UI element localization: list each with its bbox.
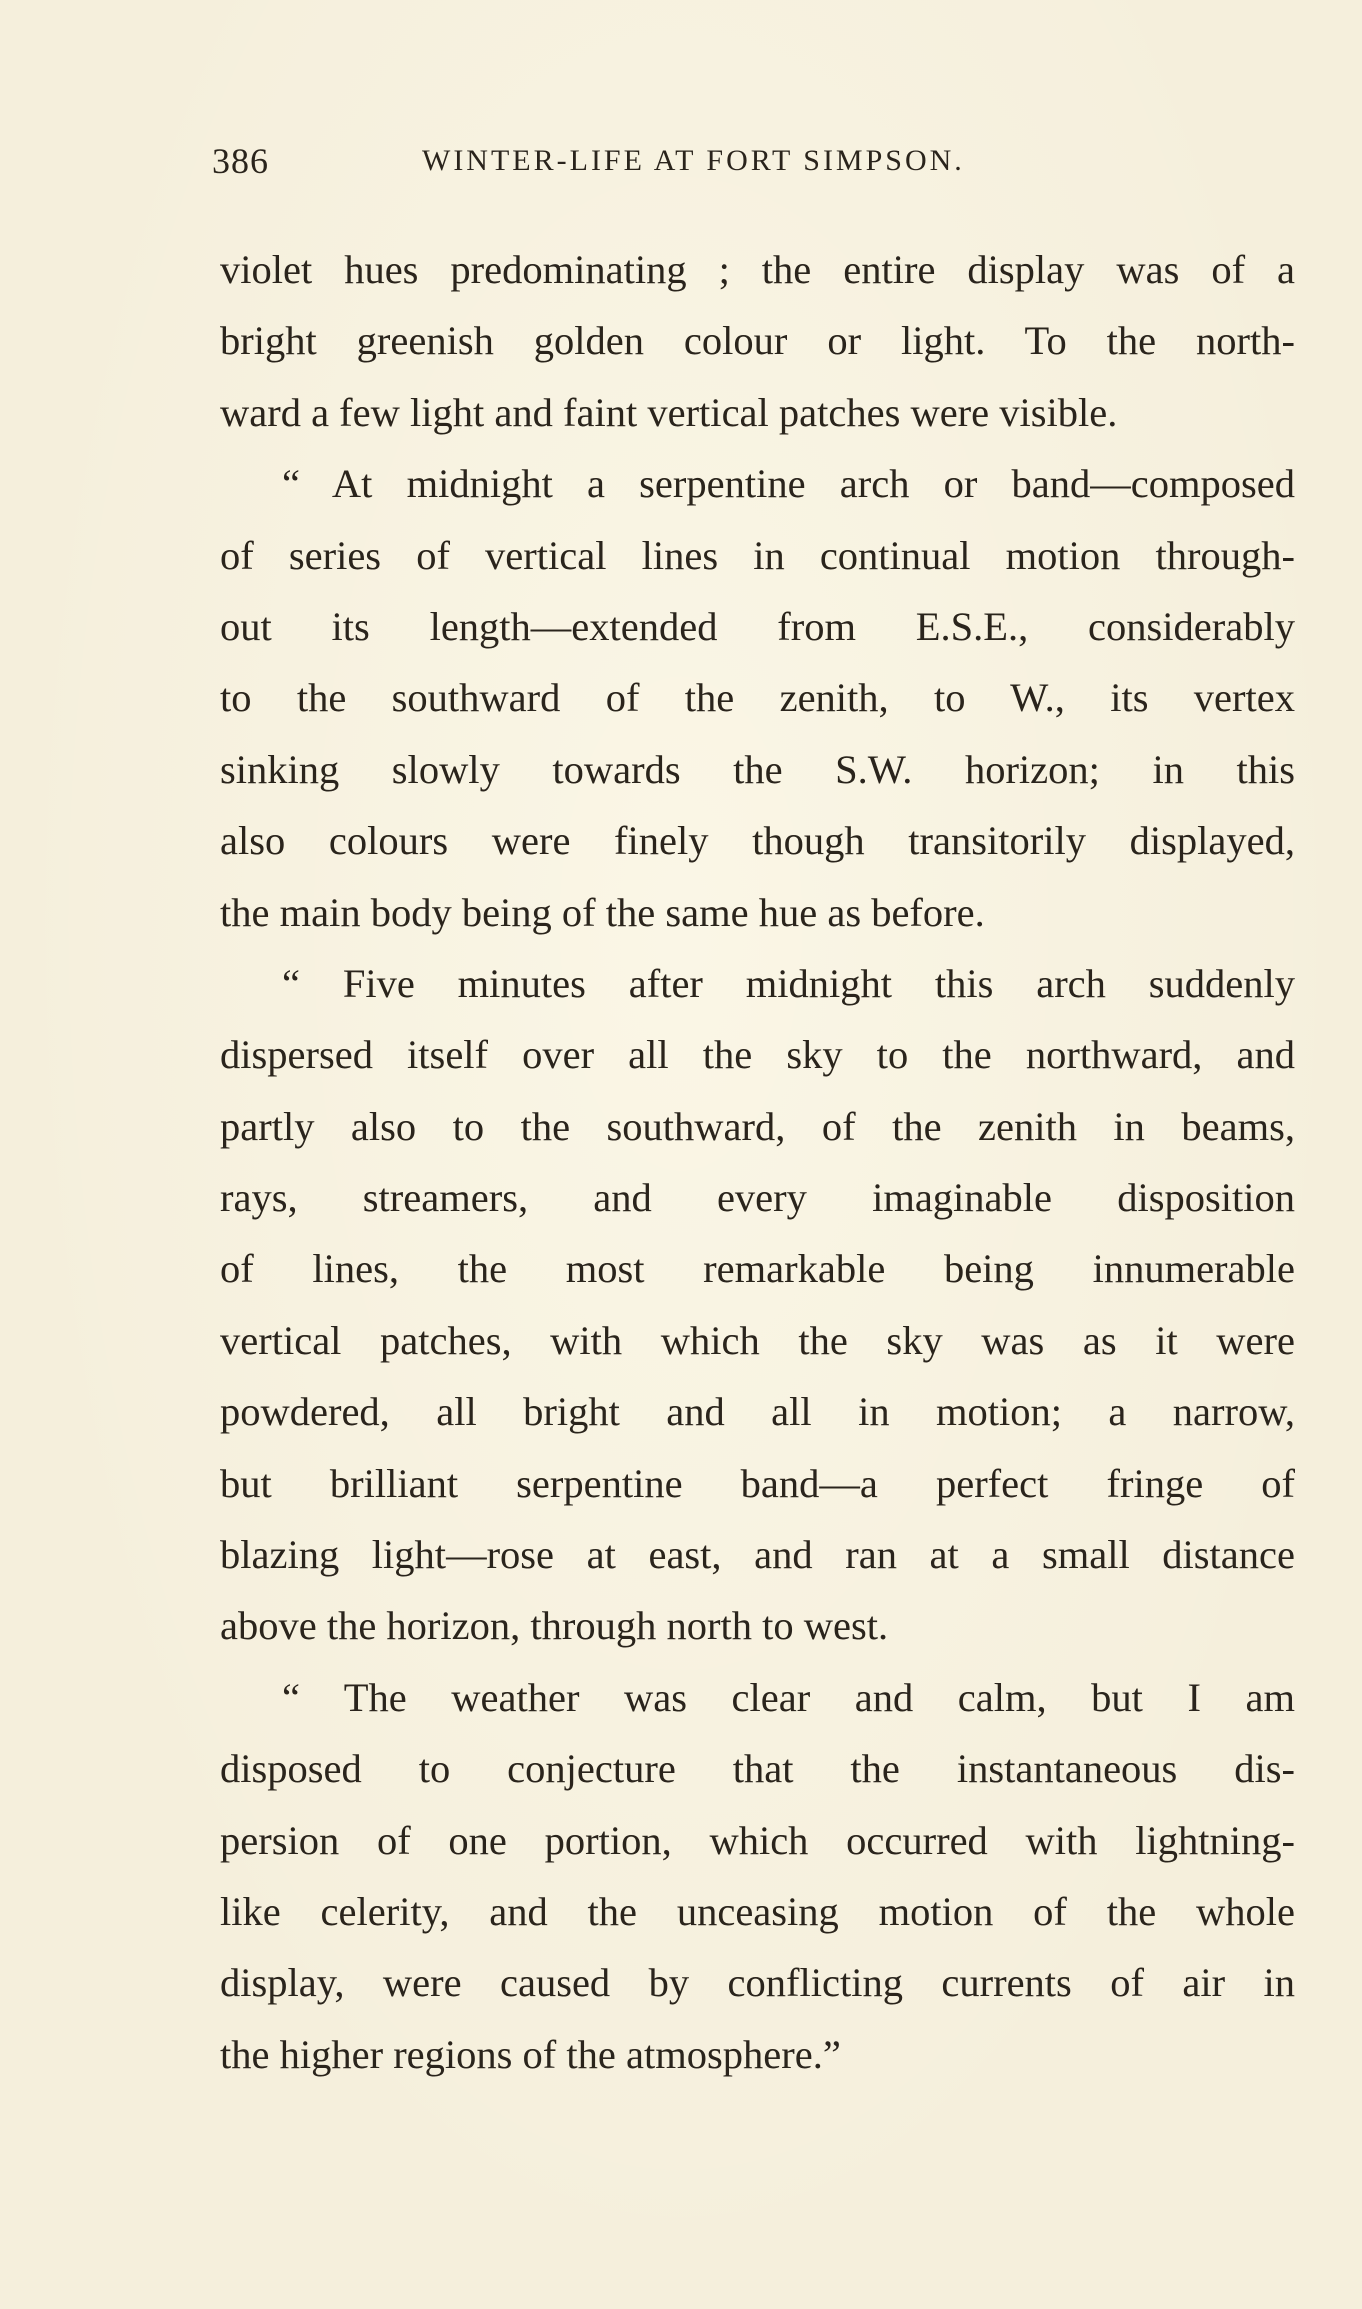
running-title: WINTER-LIFE AT FORT SIMPSON. bbox=[422, 144, 965, 177]
text-line: sinking slowly towards the S.W. horizon; in this bbox=[220, 746, 1295, 792]
text-line: “ Five minutes after midnight this arch suddenly bbox=[282, 960, 1295, 1006]
running-head bbox=[212, 140, 1062, 192]
text-line: “ The weather was clear and calm, but I am bbox=[282, 1674, 1295, 1720]
text-line: to the southward of the zenith, to W., its vertex bbox=[220, 675, 1295, 721]
text-line: out its length—extended from E.S.E., considerably bbox=[220, 603, 1295, 649]
text-line: rays, streamers, and every imaginable disposition bbox=[220, 1175, 1295, 1221]
text-line: also colours were finely though transitorily displayed, bbox=[220, 818, 1295, 864]
text-line: blazing light—rose at east, and ran at a small distance bbox=[220, 1532, 1295, 1578]
text-line: partly also to the southward, of the zenith in beams, bbox=[220, 1103, 1295, 1149]
text-line: dispersed itself over all the sky to the northward, and bbox=[220, 1032, 1295, 1078]
page-number: 386 bbox=[212, 141, 269, 181]
text-line: vertical patches, with which the sky was as it were bbox=[220, 1317, 1295, 1363]
body-text bbox=[220, 234, 1295, 2090]
text-line: of lines, the most remarkable being innumerable bbox=[220, 1246, 1295, 1292]
text-line: above the horizon, through north to west. bbox=[220, 1603, 889, 1649]
text-line: like celerity, and the unceasing motion of the whole bbox=[220, 1888, 1295, 1934]
text-line: violet hues predominating ; the entire display was of a bbox=[220, 247, 1295, 292]
text-line: the main body being of the same hue as before. bbox=[220, 889, 985, 935]
text-line: the higher regions of the atmosphere.” bbox=[220, 2031, 841, 2077]
text-line: disposed to conjecture that the instantaneous dis- bbox=[220, 1746, 1295, 1792]
text-line: ward a few light and faint vertical patches were visible. bbox=[220, 389, 1118, 435]
text-line: bright greenish golden colour or light. To the north- bbox=[220, 318, 1295, 364]
text-line: of series of vertical lines in continual motion through- bbox=[220, 532, 1295, 578]
text-line: but brilliant serpentine band—a perfect fringe of bbox=[220, 1460, 1295, 1506]
text-line: persion of one portion, which occurred with lightning- bbox=[220, 1817, 1295, 1863]
text-line: display, were caused by conflicting currents of air in bbox=[220, 1960, 1295, 2006]
text-line: powdered, all bright and all in motion; a narrow, bbox=[220, 1389, 1295, 1435]
text-line: “ At midnight a serpentine arch or band—composed bbox=[282, 461, 1295, 507]
